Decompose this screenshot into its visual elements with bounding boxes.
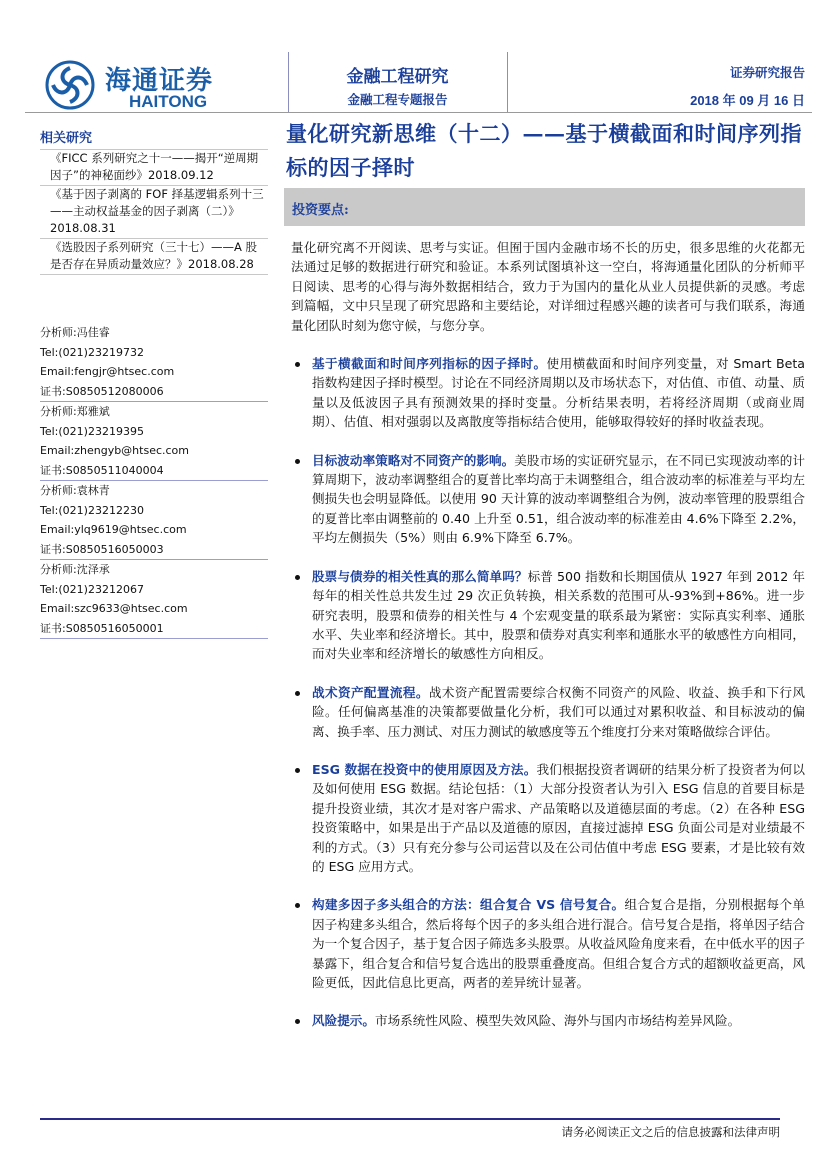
analyst-name: 分析师:袁林青 (40, 484, 110, 497)
analyst-tel: Tel:(021)23212230 (40, 503, 144, 517)
report-date: 2018 年 09 月 16 日 (690, 93, 805, 108)
main-body (291, 238, 805, 1050)
key-point-text: 我们根据投资者调研的结果分析了投资者为何以及如何使用 ESG 数据。结论包括：（1）大部分投资者认为引入 ESG 信息的首要目标是提升投资业绩，其次才是对客户需求、产品策略以及道德层面的考虑。（2）在各种 ESG 投资策略中，如果是出于产品以及道德的原因，直接过滤掉 ESG 负面公司是对业绩最不利的方式。（3）只有充分参与公司运营以及在公司估值中考虑 ESG 要素，才是比较有效的 ESG 应用方式。 (312, 761, 805, 874)
key-point-text: 美股市场的实证研究显示，在不同已实现波动率的计算周期下，波动率调整组合的夏普比率均高于未调整组合，组合波动率的标准差与平均左侧损失也会明显降低。以使用 90 天计算的波动率调整组合为例，波动率管理的股票组合的夏普比率由调整前的 0.40 上升至 0.51，组合波动率的标准差由 4.6%下降至 2.2%，平均左侧损失（5%）则由 6.9%下降至 6.7%。 (312, 452, 806, 546)
bullet-icon (295, 768, 300, 773)
analyst-name: 分析师:冯佳睿 (40, 326, 110, 339)
analyst-email[interactable]: Email:fengjr@htsec.com (40, 365, 175, 378)
footer-rule (40, 1118, 780, 1120)
bullet-icon (295, 691, 300, 696)
analyst-name: 分析师:郑雅斌 (40, 405, 110, 418)
related-research (40, 130, 268, 275)
key-point (291, 354, 805, 432)
key-point-lead: 风险提示。 (312, 1013, 375, 1029)
key-point-lead: 基于横截面和时间序列指标的因子择时。 (312, 356, 547, 372)
header-rule (25, 112, 812, 113)
bullet-icon (295, 362, 300, 367)
key-point-text: 战术资产配置需要综合权衡不同资产的风险、收益、换手和下行风险。任何偏离基准的决策都要做量化分析，我们可以通过对累积收益、和目标波动的偏离、换手率、压力测试、对压力测试的敏感度等五个维度打分来对策略做综合评估。 (312, 684, 806, 739)
section-heading-box (284, 188, 805, 226)
key-point (291, 760, 805, 876)
analyst-card (40, 402, 268, 481)
analyst-name: 分析师:沈泽承 (40, 563, 110, 576)
key-point (291, 567, 805, 664)
related-item[interactable]: 《FICC 系列研究之十一——揭开“逆周期因子”的神秘面纱》2018.09.12 (40, 150, 268, 186)
analyst-card (40, 560, 268, 639)
key-point-text: 标普 500 指数和长期国债从 1927 年到 2012 年每年的相关性总共发生过 29 次正负转换，相关系数的范围可从-93%到+86%。进一步研究表明，股票和债券的相关性与 4 个宏观变量的联系最为紧密：实际真实利率、通胀水平、失业率和经济增长。其中，股票和债券对真实利率和通胀水平的敏感性方向相同，而对失业率和经济增长的敏感性方向相反。 (312, 568, 805, 662)
key-point (291, 683, 805, 741)
report-category: 证券研究报告 (729, 65, 805, 80)
report-type: 金融工程专题报告 (347, 92, 448, 107)
logo-cn: 海通证券 (105, 66, 214, 96)
key-point-text: 使用横截面和时间序列变量，对 Smart Beta 指数构建因子择时模型。讨论在不同经济周期以及市场状态下，对估值、市值、动量、质量以及低波因子具有预测效果的择时变量。分析结果表明，若将经济周期（或商业周期）、估值、相对强弱以及离散度等指标结合使用，能够取得较好的择时收益表现。 (312, 356, 805, 430)
key-point (291, 1011, 805, 1030)
analyst-tel: Tel:(021)23219395 (40, 424, 144, 438)
key-point-lead: ESG 数据在投资中的使用原因及方法。 (312, 761, 537, 777)
analyst-email[interactable]: Email:zhengyb@htsec.com (40, 444, 190, 457)
footer-disclaimer: 请务必阅读正文之后的信息披露和法律声明 (561, 1125, 780, 1139)
analysts (40, 323, 268, 639)
haitong-logo-icon (45, 60, 95, 110)
analyst-tel: Tel:(021)23219732 (40, 345, 144, 359)
key-point-lead: 构建多因子多头组合的方法：组合复合 VS 信号复合。 (312, 897, 625, 913)
key-point-lead: 股票与债券的相关性真的那么简单吗？ (312, 568, 528, 584)
department: 金融工程研究 (346, 67, 449, 87)
analyst-tel: Tel:(021)23212067 (40, 582, 144, 596)
analyst-cert: 证书:S0850516050003 (40, 542, 164, 556)
key-point (291, 895, 805, 992)
analyst-email[interactable]: Email:szc9633@htsec.com (40, 602, 188, 615)
analyst-card (40, 323, 268, 402)
analyst-cert: 证书:S0850512080006 (40, 384, 164, 398)
related-item[interactable]: 《选股因子系列研究（三十七）——A 股是否存在异质动量效应？》2018.08.28 (40, 239, 268, 275)
key-point (291, 451, 805, 548)
key-point-lead: 战术资产配置流程。 (312, 684, 429, 700)
report-title: 量化研究新思维（十二）——基于横截面和时间序列指标的因子择时 (286, 121, 802, 180)
bullet-icon (295, 575, 300, 580)
logo (45, 60, 245, 112)
bullet-icon (295, 903, 300, 908)
logo-en: HAITONG (129, 92, 208, 111)
related-heading: 相关研究 (40, 130, 268, 150)
key-point-lead: 目标波动率策略对不同资产的影响。 (312, 452, 515, 468)
section-heading: 投资要点: (292, 203, 349, 218)
header-divider (507, 52, 508, 112)
key-point-text: 市场系统性风险、模型失效风险、海外与国内市场结构差异风险。 (374, 1013, 741, 1029)
analyst-cert: 证书:S0850516050001 (40, 621, 164, 635)
bullet-icon (295, 459, 300, 464)
key-point-text: 组合复合是指，分别根据每个单因子构建多头组合，然后将每个因子的多头组合进行混合。信号复合是指，将单因子结合为一个复合因子，基于复合因子筛选多头股票。从收益风险角度来看，在中低水平的因子暴露下，组合复合和信号复合选出的股票重叠度高。但组合复合方式的超额收益更高，风险更低，因此信息比更高，两者的差异统计显著。 (312, 897, 805, 990)
analyst-card (40, 481, 268, 560)
analyst-cert: 证书:S0850511040004 (40, 463, 164, 477)
related-item[interactable]: 《基于因子剥离的 FOF 择基逻辑系列十三——主动权益基金的因子剥离（二）》2018.08.31 (40, 186, 268, 239)
bullet-icon (295, 1019, 300, 1024)
analyst-email[interactable]: Email:ylq9619@htsec.com (40, 523, 187, 536)
intro-paragraph: 量化研究离不开阅读、思考与实证。但囿于国内金融市场不长的历史，很多思维的火花都无法通过足够的数据进行研究和验证。本系列试图填补这一空白，将海通量化团队的分析师平日阅读、思考的心得与海外数据相结合，致力于为国内的量化从业人员提供新的灵感。考虑到篇幅，文中只呈现了研究思路和主要结论，对详细过程感兴趣的读者可与我们联系，海通量化团队时刻为您守候，与您分享。 (291, 240, 805, 333)
